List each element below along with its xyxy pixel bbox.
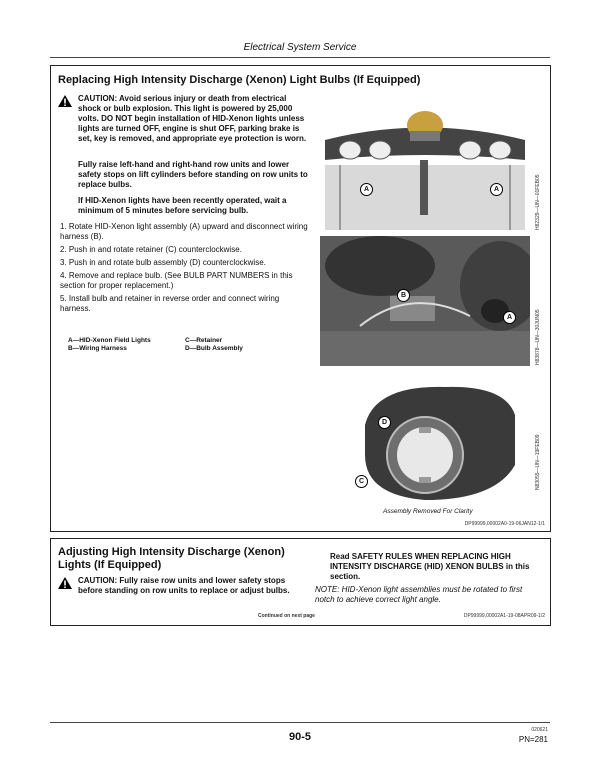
step-1: 1. Rotate HID-Xenon light assembly (A) upward and disconnect wiring harness (B). — [60, 222, 308, 241]
section-adjusting-title: Adjusting High Intensity Discharge (Xenon) Lights (If Equipped) — [58, 546, 285, 571]
figure-2-id: H83878—UN—30JUN05 — [535, 309, 541, 365]
note-wait-5-minutes: If HID-Xenon lights have been recently operated, wait a minimum of 5 minutes before servicing bulb. — [78, 196, 287, 215]
footer-divider — [50, 722, 550, 723]
caution-triangle-icon-2 — [58, 577, 72, 589]
figure-3-id: N83055—UN—19FEB09 — [535, 434, 541, 490]
section2-ref: DP99999,00002A1-19-08APR09-1/2 — [463, 613, 545, 619]
legend-left — [68, 337, 183, 353]
callout-d: D — [378, 416, 391, 429]
callout-a-photo: A — [503, 311, 516, 324]
step-3: 3. Push in and rotate bulb assembly (D) counterclockwise. — [60, 258, 266, 267]
legend-a: A—HID-Xenon Field Lights — [68, 337, 151, 344]
figure-3-caption: Assembly Removed For Clarity — [383, 508, 473, 515]
step-2: 2. Push in and rotate retainer (C) counterclockwise. — [60, 245, 242, 254]
page-header-title: Electrical System Service — [243, 42, 357, 53]
continued-next-page: Continued on next page — [258, 613, 315, 619]
read-safety-rules: Read SAFETY RULES WHEN REPLACING HIGH INTENSITY DISCHARGE (HID) XENON BULBS in this section. — [330, 552, 530, 581]
callout-b: B — [397, 289, 410, 302]
caution-triangle-icon — [58, 95, 72, 107]
callout-a-left: A — [360, 183, 373, 196]
procedure-steps — [60, 222, 312, 317]
section1-ref: DP99999,00002A0-19-06JAN12-1/1 — [464, 521, 545, 527]
step-4: 4. Remove and replace bulb. (See BULB PART NUMBERS in this section for proper replacement.) — [60, 271, 293, 290]
footer-code: 020621 — [531, 727, 548, 733]
note-raise-row-units: Fully raise left-hand and right-hand row units and lower safety stops on lift cylinders before standing on row units to replace bulbs. — [78, 160, 308, 189]
legend-c: C—Retainer — [185, 337, 223, 344]
section-replacing-title: Replacing High Intensity Discharge (Xenon) Light Bulbs (If Equipped) — [58, 74, 421, 86]
legend-b: B—Wiring Harness — [68, 345, 127, 352]
header-divider — [50, 57, 550, 58]
figure-hid-light-bar — [320, 95, 530, 230]
note-rotate-first-notch: NOTE: HID-Xenon light assemblies must be rotated to first notch to achieve correct light angle. — [315, 585, 523, 604]
footer-page-number: 90-5 — [288, 731, 312, 743]
footer-pn: PN=281 — [518, 735, 548, 744]
caution-text-adjust: CAUTION: Fully raise row units and lower safety stops before standing on row units to replace or adjust bulbs. — [78, 576, 290, 595]
step-5: 5. Install bulb and retainer in reverse order and connect wiring harness. — [60, 294, 280, 313]
legend-right — [185, 337, 300, 353]
callout-c: C — [355, 475, 368, 488]
figure-1-id: H82329—UN—01FEB05 — [535, 174, 541, 230]
figure-light-assembly — [355, 375, 525, 505]
legend-d: D—Bulb Assembly — [185, 345, 243, 352]
caution-text-electrical: CAUTION: Avoid serious injury or death from electrical shock or bulb explosion. This light is powered by 25,000 volts. DO NOT begin installation of HID-Xenon lights unless lights are turned OFF, engine is shut OFF, parking brake is set, key is removed, and appropriate eye protection is worn. — [78, 94, 307, 143]
figure-wiring-harness-photo — [320, 236, 530, 366]
callout-a-right: A — [490, 183, 503, 196]
